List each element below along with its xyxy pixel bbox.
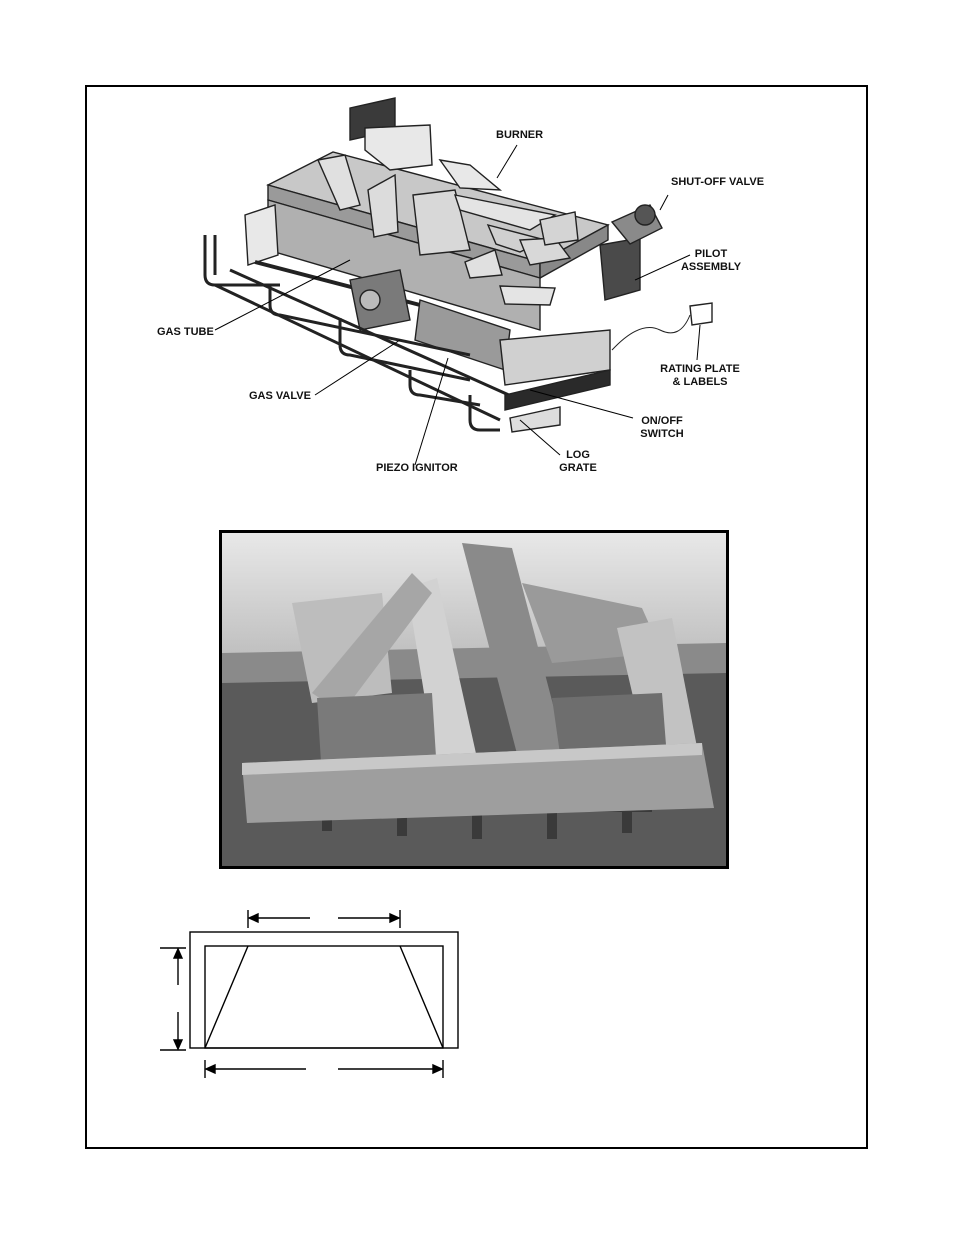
burner-label: BURNER: [496, 129, 544, 141]
log-set-photo: [219, 530, 729, 869]
piezo-ignitor-label: PIEZO IGNITOR: [376, 462, 458, 474]
rating-plate-label-line1: RATING PLATE: [660, 363, 740, 375]
log-grate-label-line1: LOG: [566, 449, 590, 461]
log-set-photo-icon: [222, 533, 726, 866]
log-grate-label-line2: GRATE: [559, 462, 597, 474]
gas-valve-label: GAS VALVE: [249, 390, 311, 402]
gas-tube-label: GAS TUBE: [157, 326, 214, 338]
pilot-assembly-label-line1: PILOT: [694, 248, 728, 260]
onoff-switch-label: [632, 415, 692, 441]
pilot-assembly-label-line2: ASSEMBLY: [680, 261, 742, 273]
burner-assembly-illustration: [0, 0, 954, 520]
log-grate-label: [553, 449, 603, 475]
rating-plate-label: [655, 363, 745, 389]
onoff-switch-label-line2: SWITCH: [640, 428, 684, 440]
gas-log-burner-assembly-icon: [205, 98, 712, 432]
shutoff-valve-label: SHUT-OFF VALVE: [671, 176, 765, 188]
rating-plate-label-line2: & LABELS: [672, 376, 728, 388]
pilot-assembly-label: [678, 248, 744, 274]
onoff-switch-label-line1: ON/OFF: [641, 415, 683, 427]
